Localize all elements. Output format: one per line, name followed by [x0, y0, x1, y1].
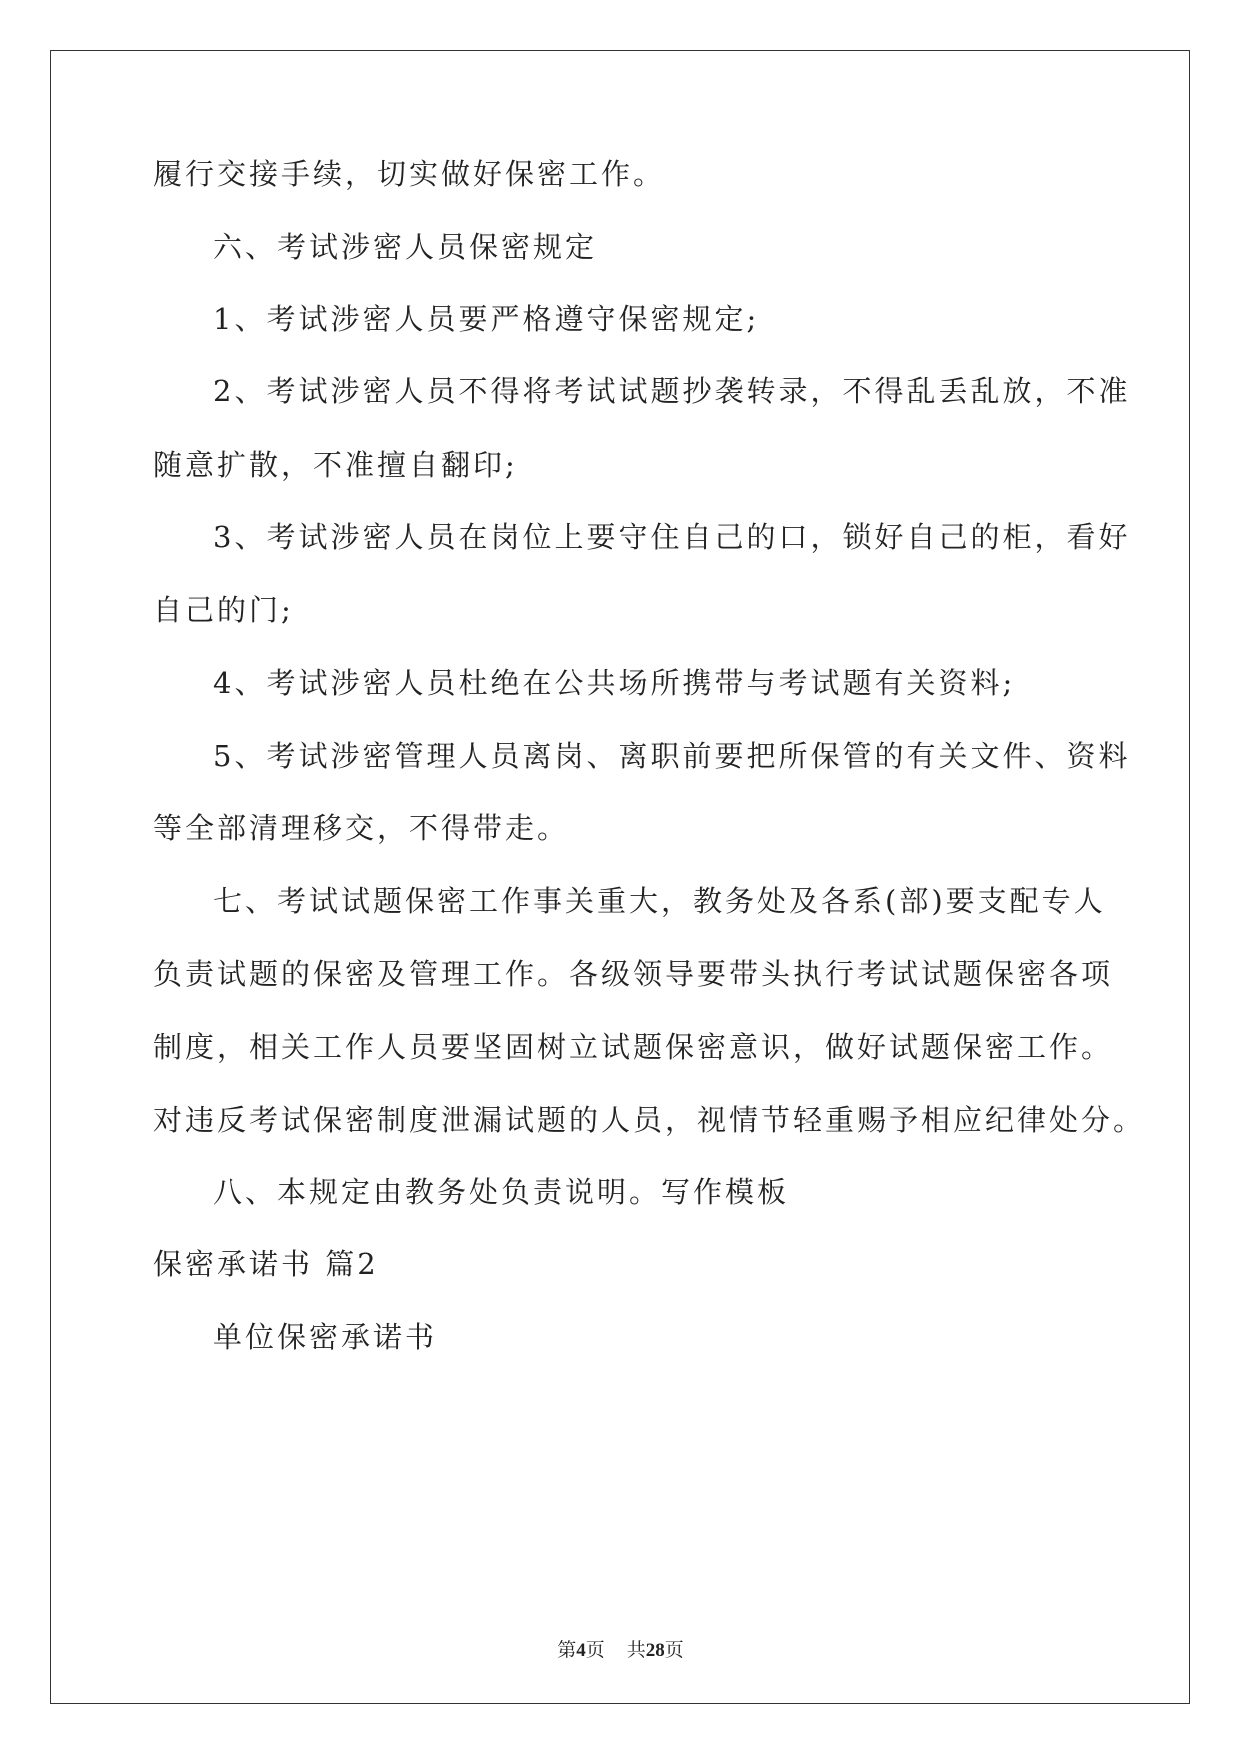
paragraph-line: 等全部清理移交，不得带走。	[153, 811, 570, 845]
paragraph-line: 对违反考试保密制度泄漏试题的人员，视情节轻重赐予相应纪律处分。	[153, 1103, 1146, 1137]
section-heading: 六、考试涉密人员保密规定	[213, 230, 598, 264]
total-page-count: 28	[645, 1640, 665, 1661]
footer-page-suffix: 页	[585, 1640, 605, 1661]
paragraph-line: 制度，相关工作人员要坚固树立试题保密意识，做好试题保密工作。	[153, 1030, 1114, 1064]
document-subtitle: 单位保密承诺书	[213, 1320, 438, 1354]
paragraph-line: 自己的门;	[153, 593, 294, 627]
paragraph-line: 4、考试涉密人员杜绝在公共场所携带与考试题有关资料;	[213, 666, 1016, 700]
paragraph-line: 负责试题的保密及管理工作。各级领导要带头执行考试试题保密各项	[153, 957, 1114, 991]
footer-total-prefix: 共	[626, 1640, 646, 1661]
section-heading: 七、考试试题保密工作事关重大，教务处及各系(部)要支配专人	[213, 884, 1106, 918]
paragraph-line: 随意扩散，不准擅自翻印;	[153, 448, 518, 482]
paragraph-line: 履行交接手续，切实做好保密工作。	[153, 157, 666, 191]
section-heading: 八、本规定由教务处负责说明。写作模板	[213, 1175, 790, 1209]
paragraph-line: 1、考试涉密人员要严格遵守保密规定;	[213, 302, 760, 336]
current-page-number: 4	[576, 1640, 586, 1661]
page-footer	[0, 1638, 1241, 1664]
paragraph-line: 3、考试涉密人员在岗位上要守住自己的口，锁好自己的柜，看好	[213, 520, 1131, 554]
footer-prefix: 第	[557, 1640, 577, 1661]
paragraph-line: 5、考试涉密管理人员离岗、离职前要把所保管的有关文件、资料	[213, 739, 1131, 773]
paragraph-line: 2、考试涉密人员不得将考试试题抄袭转录，不得乱丢乱放，不准	[213, 374, 1131, 408]
document-title: 保密承诺书 篇2	[153, 1247, 379, 1281]
footer-total-suffix: 页	[664, 1640, 684, 1661]
